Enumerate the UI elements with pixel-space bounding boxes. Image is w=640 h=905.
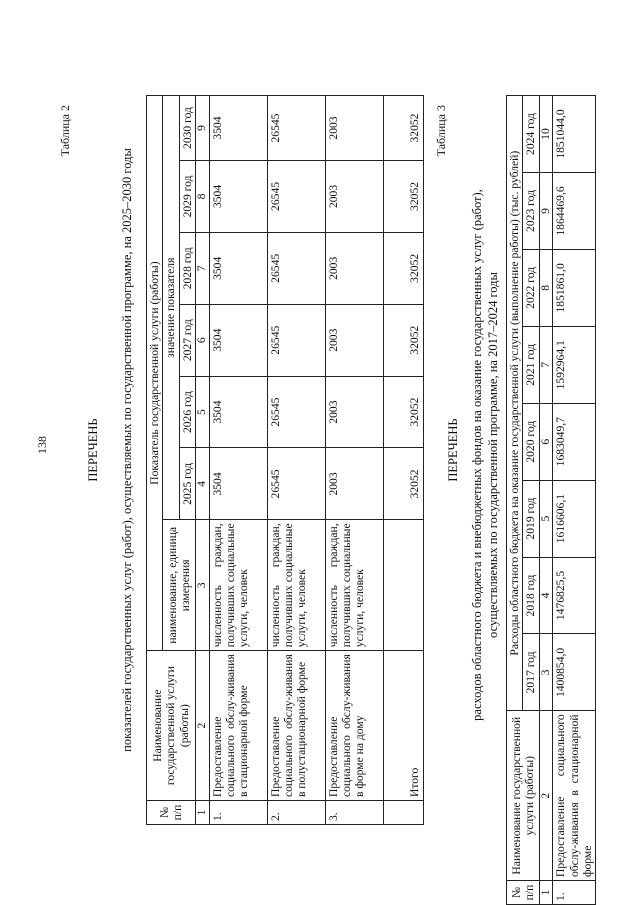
table2-year: 2025 год [179, 448, 195, 520]
row-value: 26545 [267, 96, 325, 161]
row-value: 3504 [209, 232, 267, 304]
total-value: 32052 [383, 161, 423, 233]
row-no: 1. [553, 881, 596, 905]
row-service: Предоставление социального обслу-живания в полустационарной форме [267, 651, 325, 801]
index-cell: 5 [195, 376, 209, 448]
table2-header-unit: наименование, единица измерения [163, 520, 196, 651]
table-row [209, 96, 267, 825]
table2-year: 2026 год [179, 376, 195, 448]
index-cell: 9 [539, 173, 553, 250]
table3-label: Таблица 3 [434, 105, 448, 157]
table2-header-values: значение показателя [163, 96, 179, 520]
row-service: Предоставление социального обслу-живания в стационарной форме [553, 711, 596, 881]
table2-header-no: № п/п [147, 801, 196, 825]
total-value: 32052 [383, 304, 423, 376]
total-value: 32052 [383, 232, 423, 304]
index-cell: 9 [195, 96, 209, 161]
row-value: 3504 [209, 448, 267, 520]
table2-year: 2029 год [179, 161, 195, 233]
row-value: 3504 [209, 96, 267, 161]
table2-header-row [147, 96, 163, 825]
table3 [506, 95, 596, 905]
row-value: 26545 [267, 448, 325, 520]
total-label: Итого [383, 651, 423, 801]
row-value: 1851044,0 [553, 96, 596, 173]
row-value: 3504 [209, 304, 267, 376]
row-value: 1476825,5 [553, 557, 596, 634]
row-value: 3504 [209, 376, 267, 448]
table3-year: 2024 год [523, 96, 539, 173]
row-value: 26545 [267, 304, 325, 376]
table2-index-row [195, 96, 209, 825]
row-no: 1. [209, 801, 267, 825]
row-value: 26545 [267, 161, 325, 233]
table-row [325, 96, 383, 825]
index-cell: 2 [195, 651, 209, 801]
table3-header-expenses: Расходы областного бюджета на оказание государственной услуги (выполнение работы) (тыс. рублей) [507, 96, 523, 711]
row-value: 2003 [325, 304, 383, 376]
total-value: 32052 [383, 96, 423, 161]
row-value: 2003 [325, 232, 383, 304]
row-no: 3. [325, 801, 383, 825]
table2-header-indicator: Показатель государственной услуги (работы) [147, 96, 163, 651]
table3-header-no: № п/п [507, 881, 540, 905]
index-cell: 8 [539, 249, 553, 326]
table3-header-row [507, 96, 523, 905]
table2-label: Таблица 2 [58, 105, 72, 157]
table2 [146, 95, 424, 825]
table3-year: 2021 год [523, 326, 539, 403]
table2-total-row [383, 96, 423, 825]
index-cell: 6 [195, 304, 209, 376]
row-value: 2003 [325, 161, 383, 233]
table3-year: 2019 год [523, 480, 539, 557]
row-service: Предоставление социального обслу-живания в форме на дому [325, 651, 383, 801]
table3-year: 2020 год [523, 403, 539, 480]
empty-cell [383, 520, 423, 651]
table3-header-service: Наименование государственной услуги (работы) [507, 711, 540, 881]
table3-year: 2023 год [523, 173, 539, 250]
index-cell: 5 [539, 480, 553, 557]
index-cell: 10 [539, 96, 553, 173]
table3-heading: ПЕРЕЧЕНЬ [446, 418, 460, 482]
row-no: 2. [267, 801, 325, 825]
table-row [267, 96, 325, 825]
row-unit: численность граждан, получивших социальные услуги, человек [209, 520, 267, 651]
row-value: 1400854,0 [553, 634, 596, 711]
empty-cell [383, 801, 423, 825]
index-cell: 4 [539, 557, 553, 634]
table2-heading: ПЕРЕЧЕНЬ [86, 418, 100, 482]
index-cell: 1 [195, 801, 209, 825]
row-value: 26545 [267, 376, 325, 448]
row-value: 1616606,1 [553, 480, 596, 557]
table2-year: 2030 год [179, 96, 195, 161]
table3-year: 2017 год [523, 634, 539, 711]
index-cell: 4 [195, 448, 209, 520]
index-cell: 6 [539, 403, 553, 480]
table2-header-service: Наименование государственной услуги (работы) [147, 651, 196, 801]
table3-subheading-1: расходов областного бюджета и внебюджетных фондов на оказание государственных услуг (работ), [470, 189, 484, 721]
row-unit: численность граждан, получивших социальные услуги, человек [325, 520, 383, 651]
row-value: 1592964,1 [553, 326, 596, 403]
row-value: 2003 [325, 448, 383, 520]
index-cell: 3 [539, 634, 553, 711]
table3-index-row [539, 96, 553, 905]
row-value: 3504 [209, 161, 267, 233]
row-value: 1864469,6 [553, 173, 596, 250]
table2-subheading: показателей государственных услуг (работ), осуществляемых по государственной программе, на 2025–2030 годы [120, 148, 134, 752]
row-value: 26545 [267, 232, 325, 304]
table-row [553, 96, 596, 905]
row-value: 1851861,0 [553, 249, 596, 326]
total-value: 32052 [383, 448, 423, 520]
index-cell: 7 [195, 232, 209, 304]
index-cell: 2 [539, 711, 553, 881]
index-cell: 1 [539, 881, 553, 905]
total-value: 32052 [383, 376, 423, 448]
table3-subheading-2: осуществляемых по государственной программе, на 2017–2024 годы [486, 272, 500, 638]
row-value: 2003 [325, 96, 383, 161]
table2-year: 2027 год [179, 304, 195, 376]
row-value: 2003 [325, 376, 383, 448]
index-cell: 7 [539, 326, 553, 403]
table3-year: 2018 год [523, 557, 539, 634]
table3-year: 2022 год [523, 249, 539, 326]
index-cell: 8 [195, 161, 209, 233]
table2-year: 2028 год [179, 232, 195, 304]
index-cell: 3 [195, 520, 209, 651]
row-service: Предоставление социального обслу-живания в стационарной форме [209, 651, 267, 801]
page-number: 138 [35, 436, 49, 454]
row-unit: численность граждан, получивших социальные услуги, человек [267, 520, 325, 651]
row-value: 1683049,7 [553, 403, 596, 480]
